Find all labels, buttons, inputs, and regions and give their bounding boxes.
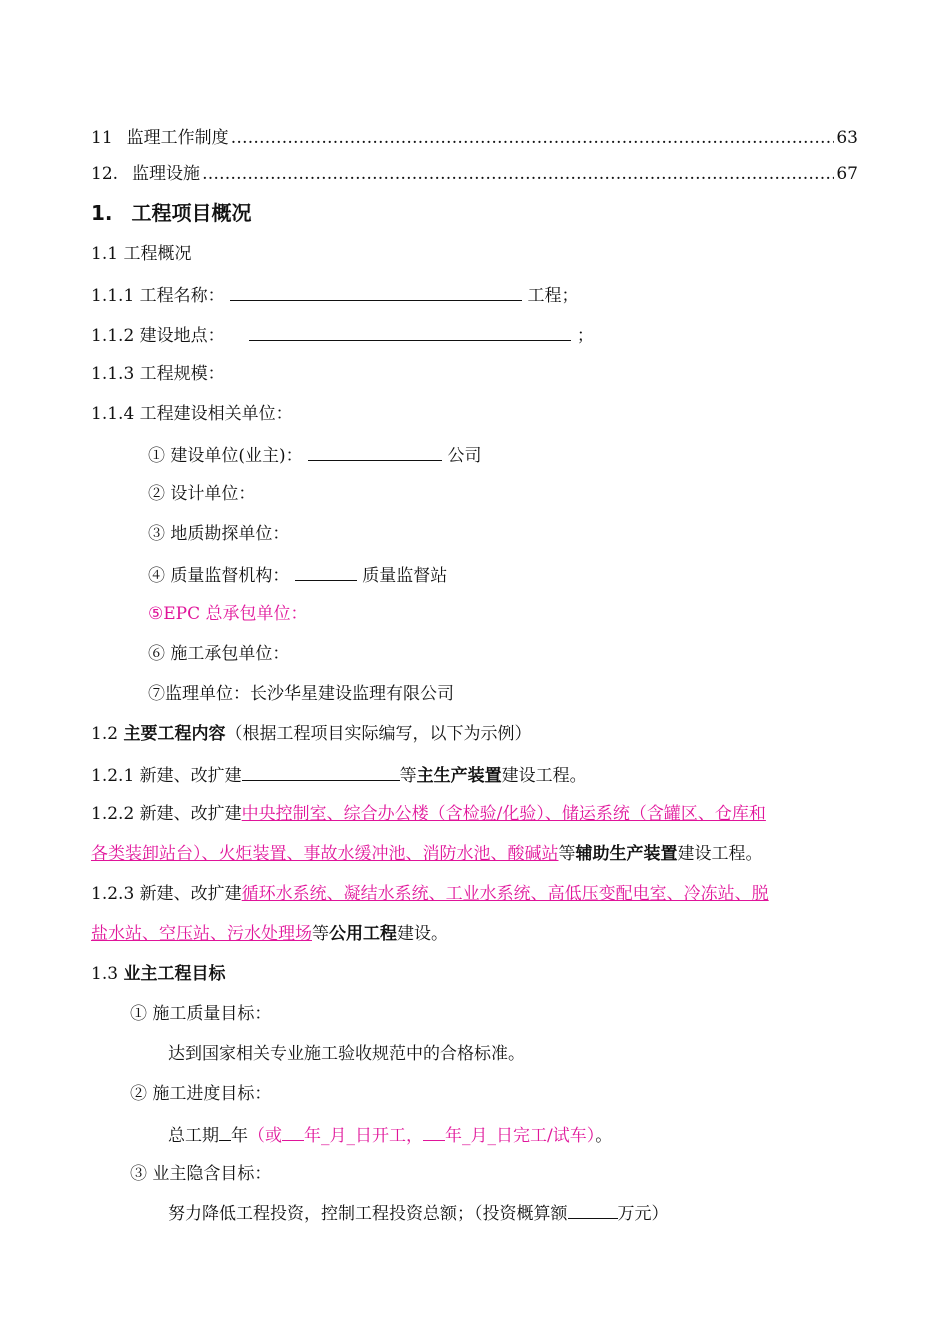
aux-facilities-link[interactable]: 中央控制室、综合办公楼（含检验/化验）、储运系统（含罐区、仓库和	[241, 804, 766, 824]
project-name-suffix: 工程；	[527, 286, 579, 306]
schedule-prefix: 总工期	[168, 1126, 219, 1146]
heading-title: 工程项目概况	[131, 201, 252, 225]
owner-unit-line	[148, 442, 858, 468]
toc-entry-11[interactable]	[91, 126, 858, 150]
schedule-year: 年	[231, 1126, 248, 1146]
subsection-number: 1.3	[91, 964, 124, 984]
item-mid: 等	[558, 844, 576, 864]
quality-agency-blank[interactable]	[295, 562, 357, 581]
schedule-years-blank[interactable]	[219, 1122, 231, 1141]
item-suffix: 建设。	[397, 924, 448, 944]
schedule-end: 。	[595, 1126, 613, 1146]
toc-number: 11	[91, 128, 113, 148]
scale-line: 1.1.3 工程规模：	[91, 364, 225, 384]
toc-leader	[202, 162, 834, 186]
schedule-start-blank[interactable]	[282, 1122, 304, 1141]
site-label: 1.1.2 建设地点：	[91, 326, 225, 346]
survey-unit-line: ③ 地质勘探单位：	[148, 524, 290, 544]
item-bold: 辅助生产装置	[575, 844, 678, 864]
schedule-alt-b: 年_月_日开工，	[304, 1126, 423, 1146]
schedule-goal-text	[168, 1122, 858, 1148]
subsection-number: 1.2	[91, 724, 124, 744]
toc-title: 监理工作制度	[126, 128, 229, 148]
project-name-line	[91, 282, 858, 308]
project-name-label: 1.1.1 工程名称：	[91, 286, 225, 306]
schedule-end-blank[interactable]	[423, 1122, 445, 1141]
owner-unit-label: ① 建设单位(业主)：	[148, 446, 303, 466]
item-prefix: 1.2.3 新建、改扩建	[91, 884, 242, 904]
hidden-goal-suffix: 万元）	[617, 1204, 669, 1224]
hidden-goal-text	[168, 1200, 858, 1226]
design-unit-line: ② 设计单位：	[148, 484, 256, 504]
contractor-unit-line: ⑥ 施工承包单位：	[148, 644, 290, 664]
subsection-1-3	[91, 962, 858, 986]
schedule-alt-a: （或	[248, 1126, 282, 1146]
item-mid: 等	[312, 924, 329, 944]
item-1-2-2-line1	[91, 802, 858, 826]
subsection-title: 主要工程内容	[123, 724, 226, 744]
supervisor-unit-line: ⑦监理单位：长沙华星建设监理有限公司	[148, 684, 454, 704]
item-prefix: 1.2.1 新建、改扩建	[91, 766, 242, 786]
item-bold: 公用工程	[329, 924, 397, 944]
toc-page-number: 67	[836, 164, 858, 184]
quality-agency-label: ④ 质量监督机构：	[148, 566, 290, 586]
item-1-2-3-line2	[91, 922, 858, 946]
section-heading	[91, 201, 858, 229]
subsection-title: 业主工程目标	[123, 964, 226, 984]
quality-goal-label: ① 施工质量目标：	[130, 1004, 272, 1024]
schedule-goal-label: ② 施工进度目标：	[130, 1084, 272, 1104]
units-line: 1.1.4 工程建设相关单位：	[91, 404, 293, 424]
quality-goal-text: 达到国家相关专业施工验收规范中的合格标准。	[168, 1044, 525, 1064]
project-name-blank[interactable]	[230, 282, 522, 301]
owner-unit-suffix: 公司	[447, 446, 482, 466]
aux-facilities-link-cont[interactable]: 各类装卸站台）、火炬装置、事故水缓冲池、消防水池、酸碱站	[91, 844, 559, 864]
item-bold: 主生产装置	[416, 766, 502, 786]
site-blank[interactable]	[249, 322, 571, 341]
item-suffix: 建设工程。	[501, 766, 587, 786]
site-suffix: ；	[576, 326, 594, 346]
item-1-2-3-line1	[91, 882, 858, 906]
toc-leader	[231, 126, 835, 150]
utility-facilities-link[interactable]: 循环水系统、凝结水系统、工业水系统、高低压变配电室、冷冻站、脱	[241, 884, 769, 904]
site-line	[91, 322, 858, 348]
item-suffix: 建设工程。	[677, 844, 763, 864]
item-prefix: 1.2.2 新建、改扩建	[91, 804, 242, 824]
toc-page-number: 63	[836, 128, 858, 148]
hidden-goal-label: ③ 业主隐含目标：	[130, 1164, 272, 1184]
subsection-1-1: 1.1 工程概况	[91, 244, 192, 264]
owner-unit-blank[interactable]	[308, 442, 442, 461]
utility-facilities-link-cont[interactable]: 盐水站、空压站、污水处理场	[91, 924, 312, 944]
toc-number: 12.	[91, 164, 119, 184]
quality-agency-suffix: 质量监督站	[362, 566, 448, 586]
budget-blank[interactable]	[568, 1200, 618, 1219]
item-1-2-2-line2	[91, 842, 858, 866]
toc-title: 监理设施	[132, 164, 201, 184]
toc-entry-12[interactable]	[91, 162, 858, 186]
item-mid: 等	[399, 766, 417, 786]
hidden-goal-prefix: 努力降低工程投资，控制工程投资总额；（投资概算额	[168, 1204, 568, 1224]
subsection-1-2	[91, 722, 858, 746]
item-1-2-1	[91, 762, 858, 788]
quality-agency-line	[148, 562, 858, 588]
subsection-note: （根据工程项目实际编写，以下为示例）	[225, 724, 532, 744]
main-unit-blank[interactable]	[242, 762, 400, 781]
schedule-alt-c: 年_月_日完工/试车）	[445, 1126, 596, 1146]
heading-number: 1.	[91, 201, 113, 225]
epc-unit-line: ⑤EPC 总承包单位：	[148, 604, 308, 624]
